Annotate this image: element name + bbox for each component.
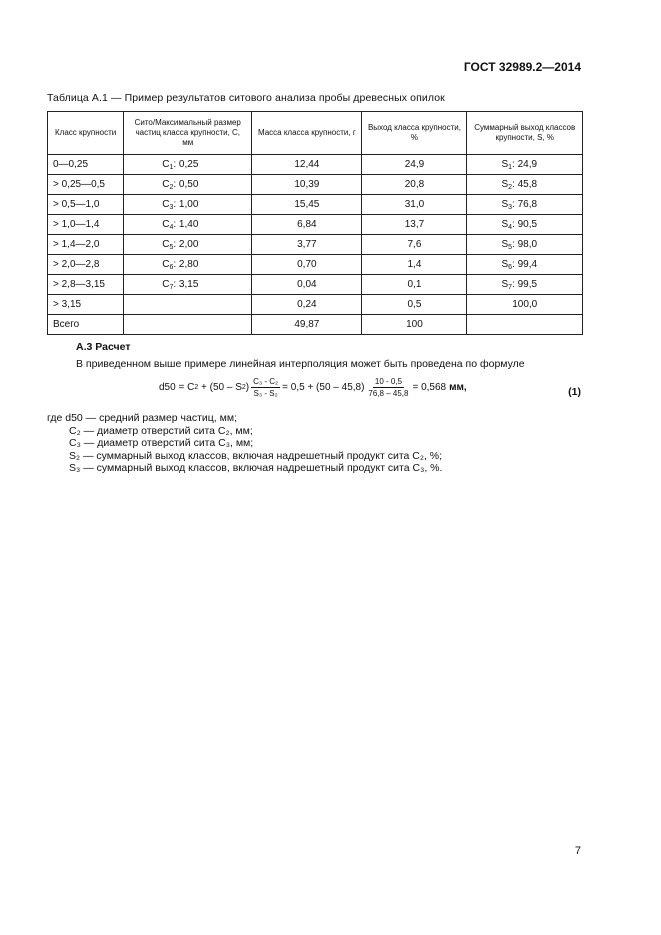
column-header-sieve: Сито/Максимальный размер частиц класса крупности, С, мм: [124, 112, 252, 155]
cell-total-empty: [467, 315, 583, 335]
sieve-symbol: C: [162, 238, 170, 250]
equation-number: (1): [568, 386, 581, 398]
formula-fraction-1: [251, 376, 280, 399]
yield-value: 20,8: [404, 179, 425, 190]
sieve-subscript: 5: [169, 243, 174, 251]
cumulative-subscript: 2: [508, 183, 513, 191]
cell-yield: [362, 295, 467, 315]
sieve-subscript: 6: [169, 263, 174, 271]
sieve-subscript: 1: [169, 163, 174, 171]
sieve-value: : 1,40: [173, 218, 199, 230]
column-header-cumulative: Суммарный выход классов крупности, S, %: [467, 112, 583, 155]
yield-value: 31,0: [404, 199, 425, 210]
total-yield: 100: [406, 319, 423, 330]
cell-class: [48, 235, 124, 255]
cumulative-value: : 98,0: [512, 238, 538, 250]
definition-line: C₂ — диаметр отверстий сита C₂, мм;: [69, 424, 253, 437]
formula-part2: = 0,5 + (50 – 45,8): [282, 382, 365, 393]
cell-total-yield: [362, 315, 467, 335]
class-value: > 2,0—2,8: [53, 259, 100, 270]
sieve-symbol: C: [162, 258, 170, 270]
cell-cumulative: [467, 175, 583, 195]
definition-line: где d50 — средний размер частиц, мм;: [47, 412, 237, 424]
table-caption: Таблица А.1 — Пример результатов ситового анализа пробы древесных опилок: [47, 92, 445, 104]
class-value: > 0,25—0,5: [53, 179, 105, 190]
fraction-2-denominator: 76,8 – 45,8: [368, 389, 409, 398]
table-row: [48, 215, 583, 235]
cumulative-value: : 99,5: [512, 278, 538, 290]
table-header-row: [48, 112, 583, 155]
sieve-value: : 0,50: [173, 178, 199, 190]
fraction-1-numerator: C₃ - C₂: [253, 377, 279, 386]
cell-class: [48, 295, 124, 315]
sieve-symbol: C: [162, 178, 170, 190]
cell-yield: [362, 175, 467, 195]
sieve-subscript: 3: [169, 203, 174, 211]
cell-mass: [252, 155, 362, 175]
cell-mass: [252, 175, 362, 195]
sieve-symbol: C: [162, 218, 170, 230]
yield-value: 13,7: [404, 219, 425, 230]
yield-value: 1,4: [407, 259, 422, 270]
cumulative-symbol: S: [501, 178, 509, 190]
cell-total-label: [48, 315, 124, 335]
cell-class: [48, 155, 124, 175]
class-value: 0—0,25: [53, 159, 89, 170]
table-row: [48, 275, 583, 295]
cumulative-subscript: 5: [508, 243, 513, 251]
cell-yield: [362, 215, 467, 235]
cell-class: [48, 195, 124, 215]
cumulative-value: : 76,8: [512, 198, 538, 210]
table-row: [48, 175, 583, 195]
cell-cumulative: [467, 155, 583, 175]
cell-total-empty: [124, 315, 252, 335]
class-value: > 1,4—2,0: [53, 239, 100, 250]
cumulative-symbol: S: [501, 218, 509, 230]
mass-value: 15,45: [294, 199, 320, 210]
cell-mass: [252, 215, 362, 235]
cumulative-subscript: 6: [508, 263, 513, 271]
cumulative-symbol: S: [501, 198, 509, 210]
cell-yield: [362, 195, 467, 215]
cell-sieve: [124, 195, 252, 215]
cumulative-subscript: 7: [508, 283, 513, 291]
sieve-subscript: 4: [169, 223, 174, 231]
cell-mass: [252, 195, 362, 215]
fraction-2-numerator: 10 - 0,5: [374, 377, 403, 386]
cell-class: [48, 175, 124, 195]
cell-cumulative: [467, 255, 583, 275]
total-label: Всего: [53, 319, 80, 330]
mass-value: 3,77: [297, 239, 317, 250]
table-row: [48, 295, 583, 315]
formula-part1-sub: 2: [241, 384, 246, 391]
table-row: [48, 155, 583, 175]
cell-total-mass: [252, 315, 362, 335]
sieve-value: : 3,15: [173, 278, 199, 290]
cell-cumulative: [467, 275, 583, 295]
sieve-symbol: C: [162, 198, 170, 210]
cell-yield: [362, 255, 467, 275]
mass-value: 0,24: [297, 299, 317, 310]
table-row: [48, 235, 583, 255]
cumulative-subscript: 1: [508, 163, 513, 171]
cumulative-value: : 99,4: [512, 258, 538, 270]
column-header-mass: Масса класса крупности, г: [252, 112, 362, 155]
cumulative-value: : 24,9: [512, 158, 538, 170]
class-value: > 0,5—1,0: [53, 199, 100, 210]
definition-line: C₃ — диаметр отверстий сита C₃, мм;: [69, 437, 254, 449]
class-value: > 3,15: [53, 299, 82, 310]
standard-number: ГОСТ 32989.2—2014: [463, 60, 581, 74]
page-number: 7: [574, 845, 581, 857]
sieve-symbol: C: [162, 278, 170, 290]
cumulative-symbol: 100,0: [512, 298, 538, 310]
total-mass: 49,87: [294, 319, 320, 330]
sieve-value: : 2,00: [173, 238, 199, 250]
column-header-class: Класс крупности: [48, 112, 124, 155]
sieve-value: : 0,25: [173, 158, 199, 170]
cell-yield: [362, 155, 467, 175]
mass-value: 0,04: [297, 279, 317, 290]
sieve-value: : 1,00: [173, 198, 199, 210]
sieve-symbol: C: [162, 158, 170, 170]
cumulative-value: : 45,8: [512, 178, 538, 190]
cell-cumulative: [467, 195, 583, 215]
cell-cumulative: [467, 235, 583, 255]
sieve-analysis-table: [47, 111, 583, 335]
cumulative-symbol: S: [501, 258, 509, 270]
cell-sieve: [124, 155, 252, 175]
table-row: [48, 195, 583, 215]
cell-mass: [252, 275, 362, 295]
cumulative-value: : 90,5: [512, 218, 538, 230]
yield-value: 7,6: [407, 239, 422, 250]
cell-class: [48, 275, 124, 295]
cell-cumulative: [467, 215, 583, 235]
cell-sieve: [124, 215, 252, 235]
definition-line: S₃ — суммарный выход классов, включая надрешетный продукт сита C₃, %.: [69, 462, 443, 474]
cumulative-subscript: 4: [508, 223, 513, 231]
column-header-yield: Выход класса крупности, %: [362, 112, 467, 155]
yield-value: 0,1: [407, 279, 422, 290]
fraction-1-denominator: S₃ - S₂: [253, 389, 278, 398]
section-title: А.3 Расчет: [76, 341, 131, 353]
formula-lhs: d50 = C: [159, 382, 195, 393]
variable-definitions: [47, 412, 442, 475]
cell-yield: [362, 235, 467, 255]
table-total-row: [48, 315, 583, 335]
section-intro: В приведенном выше примере линейная интерполяция может быть проведена по формуле: [76, 358, 525, 370]
cell-cumulative: [467, 295, 583, 315]
definition-line: S₂ — суммарный выход классов, включая надрешетный продукт сита C₂, %;: [69, 449, 443, 462]
sieve-subscript: 7: [169, 283, 174, 291]
cumulative-symbol: S: [501, 278, 509, 290]
cell-mass: [252, 255, 362, 275]
formula-result: = 0,568: [412, 382, 447, 393]
table-row: [48, 255, 583, 275]
cell-sieve: [124, 235, 252, 255]
cell-class: [48, 255, 124, 275]
formula-part1: + (50 – S: [201, 382, 242, 393]
class-value: > 2,8—3,15: [53, 279, 105, 290]
cell-mass: [252, 235, 362, 255]
mass-value: 10,39: [294, 179, 320, 190]
formula-fraction-2: [366, 376, 410, 399]
mass-value: 12,44: [294, 159, 320, 170]
cumulative-symbol: S: [501, 158, 509, 170]
mass-value: 0,70: [297, 259, 317, 270]
cell-sieve: [124, 175, 252, 195]
cell-sieve: [124, 255, 252, 275]
mass-value: 6,84: [297, 219, 317, 230]
cumulative-subscript: 3: [508, 203, 513, 211]
cell-class: [48, 215, 124, 235]
yield-value: 0,5: [407, 299, 422, 310]
class-value: > 1,0—1,4: [53, 219, 100, 230]
cell-yield: [362, 275, 467, 295]
yield-value: 24,9: [404, 159, 425, 170]
sieve-subscript: 2: [169, 183, 174, 191]
sieve-value: : 2,80: [173, 258, 199, 270]
cell-sieve: [124, 275, 252, 295]
interpolation-formula: [159, 376, 467, 399]
formula-lhs-sub: 2: [194, 384, 199, 391]
cell-mass: [252, 295, 362, 315]
formula-part1-end: ): [245, 382, 250, 393]
cumulative-symbol: S: [501, 238, 509, 250]
formula-unit: мм,: [449, 382, 467, 393]
cell-sieve: [124, 295, 252, 315]
